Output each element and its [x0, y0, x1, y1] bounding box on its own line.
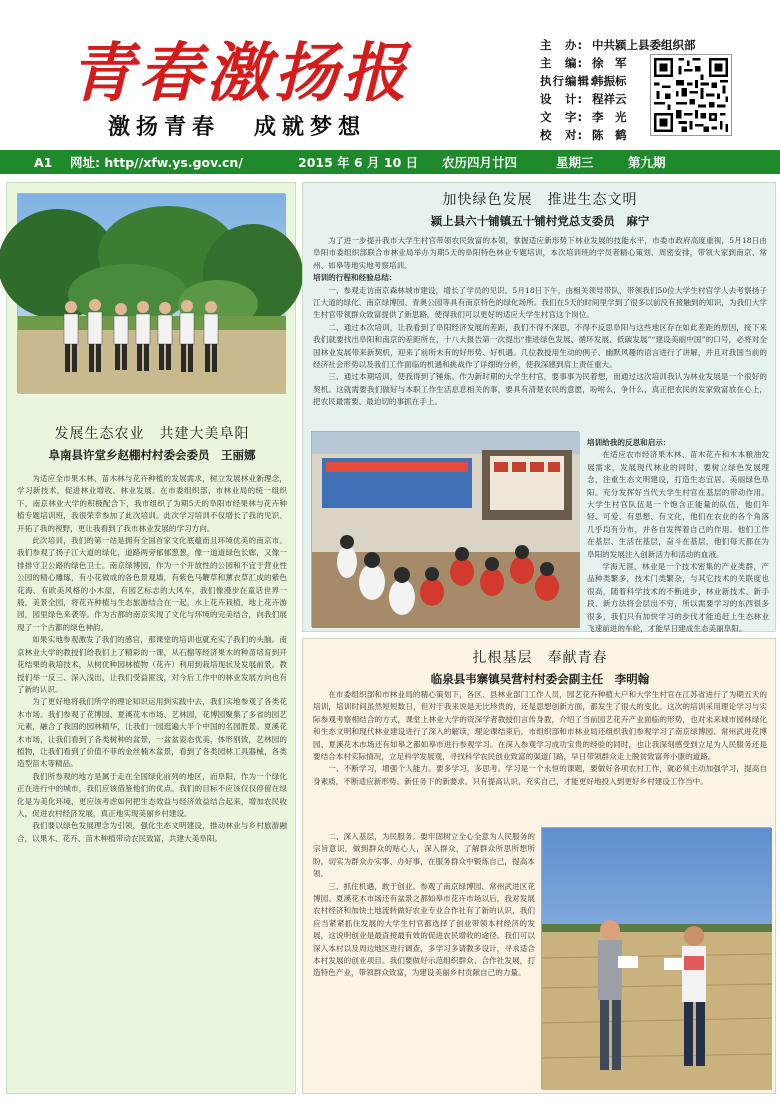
qr-code-icon[interactable]	[650, 54, 732, 136]
credit-key: 设 计:	[540, 92, 584, 106]
credit-value: 陈 鹤	[592, 128, 627, 142]
credit-value: 中共颍上县委组织部	[592, 38, 696, 52]
credit-key: 执行编辑:	[540, 74, 596, 88]
credit-row	[540, 36, 696, 54]
credit-key: 主 办:	[540, 38, 584, 52]
credit-key: 校 对:	[540, 128, 584, 142]
credit-key: 主 编:	[540, 56, 584, 70]
masthead	[0, 0, 780, 150]
article-top-right	[302, 182, 776, 632]
credit-value: 李 光	[592, 110, 627, 124]
weekday: 星期三	[556, 155, 594, 170]
paragraph: 三、抓住机遇，敢于创业。参观了南京绿博园、常州武进区花博园、夏溪花木市场还有盆景之都如皋市花卉市场以后，我对发展农村经济和加快土地流转做好农业专业合作社有了新的认识，我们应当紧紧抓住发展的大学生村官都选择了创业带领本村经济的发展，这说明创业是最直接最有效的促进农民增收的途径。我们可以深入本村以及周边地区进行调查，多学习多请教多设计，寻求适合本村发展的创业项目。我们要做好示范组织群众、合作社发展，打造特色产业，带领群众致富，为建设美丽乡村贡献自己的力量。	[313, 881, 535, 978]
credit-value: 程祥云	[592, 92, 627, 106]
article-bottom-right	[302, 638, 776, 1094]
issue-number: 第九期	[628, 155, 666, 170]
section-heading: 培训的行程和经验总结：	[313, 273, 397, 283]
paragraph: 如果实地参观激发了我们的感官，那课堂的培训也就充实了我们的头脑。南京林业大学的教授们给我们上了精彩的一课，从石榴等经济果木的种苗培育到开花结果的栽培技术，从树优种园林植物（花卉）利用到栽培现状及发展前景。教授们举一反三、深入浅出，让我们受益匪浅，对今后工作中的林业发展方向也有了新的认识。	[17, 635, 287, 694]
paragraph: 二、通过本次培训，让我看到了阜阳经济发展的差距，我们不得不深思，不得不反思阜阳与这些地区存在如此差距的原因，接下来我们就要找出阜阳和南京的差距所在，十八大报告第一次提出“推进绿色发展、循环发展、低碳发展”“建设美丽中国”的口号，必将对全国林业发展带来新契机，迎来了前所未有的好形势、好机遇。几位教授用生动的例子、幽默风趣的语言进行了讲解，并且对我国当前的经济社会形势以及我们工作面临的机遇和挑战作了详细的分析，使我深感到肩上责任重大。	[313, 322, 767, 370]
credit-value: 徐 军	[592, 56, 627, 70]
paragraph: 三、通过本期培训，使我得到了锤炼。作为新时期的大学生村官，要事事为民着想，而通过这次培训我认为林业发展是一个很好的契机。这就需要我们做好与本职工作生活息息相关的事，要具有清楚农民的意愿，吩咐么，争什么，真正把农民的发家致富放在心上，把农民最需要、最迫切的事抓在手上。	[313, 372, 767, 407]
paragraph: 一、参观走访南京森林城市建设，增长了学员的见识。5月18日下午，由相关领导带队，带领我们50位大学生村官学人去考察扬子江大道的绿化、南京绿博园、青奥公园等具有南京特色的绿化场所。我们在5天的时间里学到了很多以前没有接触到的知识，为我们大学生村官带领群众致富提供了新思路，使得我们可以更好的适应大学生村官这个岗位。	[313, 285, 767, 320]
top-right-article-byline: 颍上县六十铺镇五十铺村党总支委员 麻宁	[430, 214, 650, 228]
section-heading: 培训给我的反思和启示：	[587, 438, 671, 447]
top-right-article-reflection	[587, 437, 769, 634]
paragraph: 我们所参观的地方是属于走在全国绿化前列的地区，而阜阳，作为一个绿化正在进行中的城市，我们应该借鉴他们的优点。我们的目标不应该仅仅停留在绿化是为美化环境，更应该考虑如何把生态效益与经济效益结合起来，增加农民收入，促进农村经济发展，真正地实现美丽乡村建设。	[17, 771, 287, 818]
left-article-header	[7, 423, 297, 463]
paragraph: 二、深入基层，为民服务。要牢固树立全心全意为人民服务的宗旨意识，做到群众的贴心人，深入群众，了解群众所思所想所盼，切实为群众办实事、办好事，在服务群众中锻炼自己，提高本领。	[313, 832, 535, 879]
paragraph: 此次培训，我们的第一站是拥有全国首家文化底蕴而且环境优美的南京市。我们参观了扬子江大道的绿化，道路两旁郁郁葱葱，像一道道绿色长廊，又像一排排守卫公路的绿色卫士。南京绿博园，作为一个开放性的公园和不宜于营业性公园的精心雕琢，有小花做成的各色景观墙，有紫色马鞭草和薰衣草汇成的紫色花海、有欧美风格的小木屋，有园艺标志的大风车，我们像漫步在童话世界一般，美景全园，将花卉种植与生态旅游结合在一起，水上花卉栽植，地上花卉游园，园里绿色来袭等。作为古都的南京实现了文化与环境的完美结合，向我们展现了一个古都的绿色神韵。	[17, 536, 287, 632]
field-photo	[541, 827, 771, 1089]
issue-date: 2015 年 6 月 10 日	[298, 155, 419, 170]
paragraph: 为了进一步提升我市大学生村官带领农民致富的本领，掌握适应新形势下林业发展的技能水平，市委市政府高度重视，5月18日由阜阳市委组织部联合市林业局举办为期5天的阜阳特色林业专题培训，本次培训班的学员者精心策划、周密安排，带领大家到南京、常州、如皋等地实地考察培训。	[313, 236, 767, 270]
paragraph: 我们要以绿色发展理念为引领，强化生态文明建设，推动林业与乡村旅游融合，以果木、花卉、苗木种植带动农民致富，共建大美阜阳。	[17, 821, 287, 843]
page-number: A1	[34, 154, 53, 170]
left-article-byline: 阜南县许堂乡赵棚村村委会委员 王丽娜	[48, 448, 256, 462]
paragraph: 学海无涯，林业是一个技术密集的产业类群，产品种类繁多，技术门类繁杂，与其它技术的关联度也很高，随着科学技术的不断进步，林业新技术、新手段、新方法将会层出不穷，所以需要学习的东西很多很多，我们只有加快学习的步伐才能追赶上生态林业飞速前进的车轮，才能早日建成生态美丽阜阳。	[587, 562, 769, 634]
group-photo-farm	[17, 193, 285, 393]
top-right-article-body	[313, 235, 767, 433]
website-url[interactable]: 网址: http//xfw.ys.gov.cn/	[70, 155, 243, 170]
article-left	[6, 182, 296, 1094]
slogan	[108, 110, 366, 141]
paragraph: 为适应全市果木林、苗木林与花卉种植的发展需求，树立发展林业新理念，学习新技术，促进林业增收、林业发展。在市委组织部、市林业局的统一组织下，南京林业大学的积极配合下，我市组织了为期5天的阜阳市经果林与花卉种植专题培训班，我很荣幸参加了此次培训。此次学习培训不仅增长了我的见识、开拓了我的视野，更让我看到了我市林业发展的学习方向。	[17, 474, 287, 533]
top-right-article-header	[303, 189, 777, 229]
info-bar	[0, 150, 780, 174]
newspaper-title: 青春激扬报	[70, 36, 410, 111]
top-right-article-title: 加快绿色发展 推进生态文明	[442, 192, 638, 208]
paragraph: 在适应农市经济果木林、苗木花卉和木本粮油发展需求，发展现代林业的同时，要树立绿色发展理念，注重生态文明建设，打造生态宜居、美丽绿色阜阳。充分发挥好当代大学生村官在基层的带动作用。大学生村官队伍是一个饱含正能量的队伍，他们年轻、可爱、有思想、有文化，他们在农业的各个角落几乎均有分布，并各自发挥着自己的作用。他们工作在基层、生活在基层，奋斗在基层，他们每天都在为阜阳的发展注入创新活力和活动的血液。	[587, 450, 769, 559]
bottom-right-article-body	[313, 689, 767, 831]
credit-value: 韩振标	[592, 74, 627, 88]
bottom-right-article-byline: 临泉县韦寨镇吴营村村委会副主任 李明翰	[430, 672, 650, 686]
slogan-left: 激扬青春	[108, 115, 221, 140]
slogan-right: 成就梦想	[254, 115, 367, 140]
bottom-right-article-title: 扎根基层 奉献青春	[472, 650, 608, 666]
left-article-body	[17, 473, 287, 1089]
bottom-right-article-body-continued	[313, 831, 535, 1089]
classroom-photo	[311, 431, 579, 627]
paragraph: 一、不断学习，增强个人能力。要多学习，多思考。学习是一个永恒的课题，要做好各项农村工作，就必须主动加强学习，提高自身素质，不断适应新形势、新任务下的新要求。只有提高认识，充实自己，才能更好地投入到更好乡村建设工作当中。	[313, 764, 767, 786]
bottom-right-article-header	[303, 647, 777, 687]
paragraph: 为了更好地将我们所学的理论知识运用到实践中去，我们实地参观了各类花木市场。我们参观了花博园、夏溪花木市场、艺林园，花博园聚集了多省的园艺元素，融合了我国的园林精华，让我们一园逛遍大半个中国的名园胜景。夏溪花木市场，让我们看到了各类树种的盆景，一盆盆姿态优美，体形别致，艺林园的植物，让我们看到了价值不菲的金丝楠木盆景，看到了各类园林工具器械，各类造型苗木等精品。	[17, 697, 287, 769]
paragraph: 在市委组织部和市林业局的精心策划下，各区、县林业部门工作人员，园艺花卉种植大户和大学生村官在江苏省进行了为期五天的培训，培训时间虽然短短数日，但对于我来说是无比珍贵的，还是思想创新方面，都发生了很大的变化。这次的培训采用理论学习与实际参观考察相结合的方式，课堂上林业大学的资深学者教授们言传身教，介绍了当前园艺花卉产业面临的形势，也对未来城市园林绿化和生态文明和现代林业建设进行了深入的解读，理论课结束后，市组织部和市林业局还组织我们参观学习了南京绿博园、常州武进花博园、夏溪花木市场还有如皋之都如皋市进行参观学习。在深入参观学习成功宝贵的经验的同时，也让我深刻感受到立足为人民服务还是要结合本村实际情况，立足科学发展观，寻找科学农民创业致富的渠道门路，早日带领群众走上脱贫致富奔小康的道路。	[313, 690, 767, 762]
left-article-title: 发展生态农业 共建大美阜阳	[54, 426, 250, 442]
credit-key: 文 字:	[540, 110, 584, 124]
lunar-date: 农历四月廿四	[442, 155, 518, 170]
